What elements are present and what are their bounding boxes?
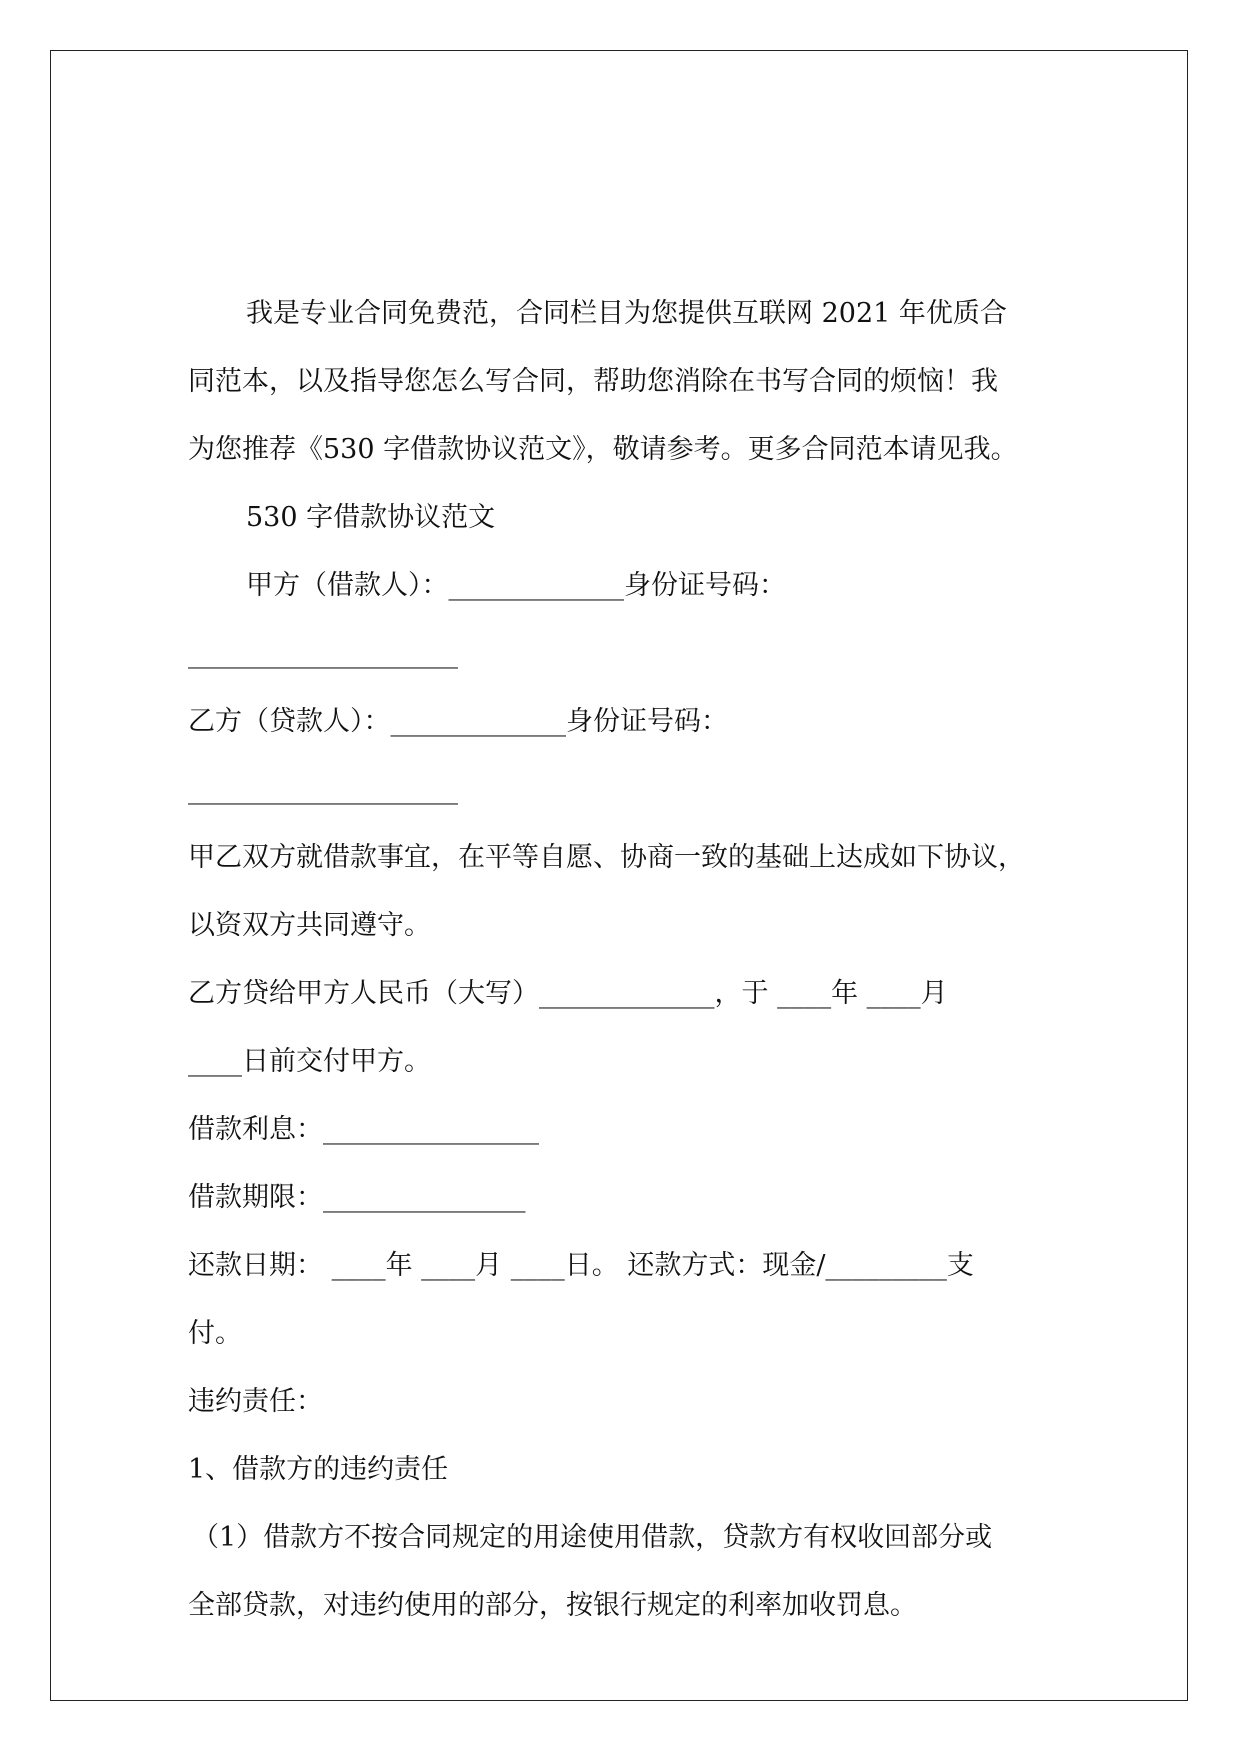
clause-1-line-1: （1）借款方不按合同规定的用途使用借款，贷款方有权收回部分或 <box>192 1522 993 1553</box>
party-b-id-blank: ____________________ <box>188 774 458 805</box>
intro-line-1: 我是专业合同免费范，合同栏目为您提供互联网 2021 年优质合 <box>246 298 1007 329</box>
loan-term-line: 借款期限：_______________ <box>188 1182 526 1213</box>
agreement-line-1: 甲乙双方就借款事宜，在平等自愿、协商一致的基础上达成如下协议， <box>188 842 1025 873</box>
intro-line-3: 为您推荐《530 字借款协议范文》，敬请参考。更多合同范本请见我。 <box>188 434 1018 465</box>
document-body <box>188 280 1068 1640</box>
party-a-line: 甲方（借款人）：_____________身份证号码： <box>246 570 786 601</box>
loan-interest-line: 借款利息：________________ <box>188 1114 539 1145</box>
loan-amount-line-2: ____日前交付甲方。 <box>188 1046 431 1077</box>
document-title: 530 字借款协议范文 <box>246 502 496 533</box>
repayment-line-1: 还款日期： ____年 ____月 ____日。 还款方式：现金/_________支 <box>188 1250 974 1281</box>
agreement-line-2: 以资双方共同遵守。 <box>188 910 431 941</box>
loan-amount-line-1: 乙方贷给甲方人民币（大写）_____________，于 ____年 ____月 <box>188 978 948 1009</box>
party-a-id-blank: ____________________ <box>188 638 458 669</box>
party-b-line: 乙方（贷款人）：_____________身份证号码： <box>188 706 728 737</box>
clause-1-line-2: 全部贷款，对违约使用的部分，按银行规定的利率加收罚息。 <box>188 1590 917 1621</box>
borrower-liability-heading: 1、借款方的违约责任 <box>188 1454 449 1485</box>
liability-heading: 违约责任： <box>188 1386 323 1417</box>
repayment-line-2: 付。 <box>188 1318 242 1349</box>
intro-line-2: 同范本，以及指导您怎么写合同，帮助您消除在书写合同的烦恼！我 <box>188 366 998 397</box>
